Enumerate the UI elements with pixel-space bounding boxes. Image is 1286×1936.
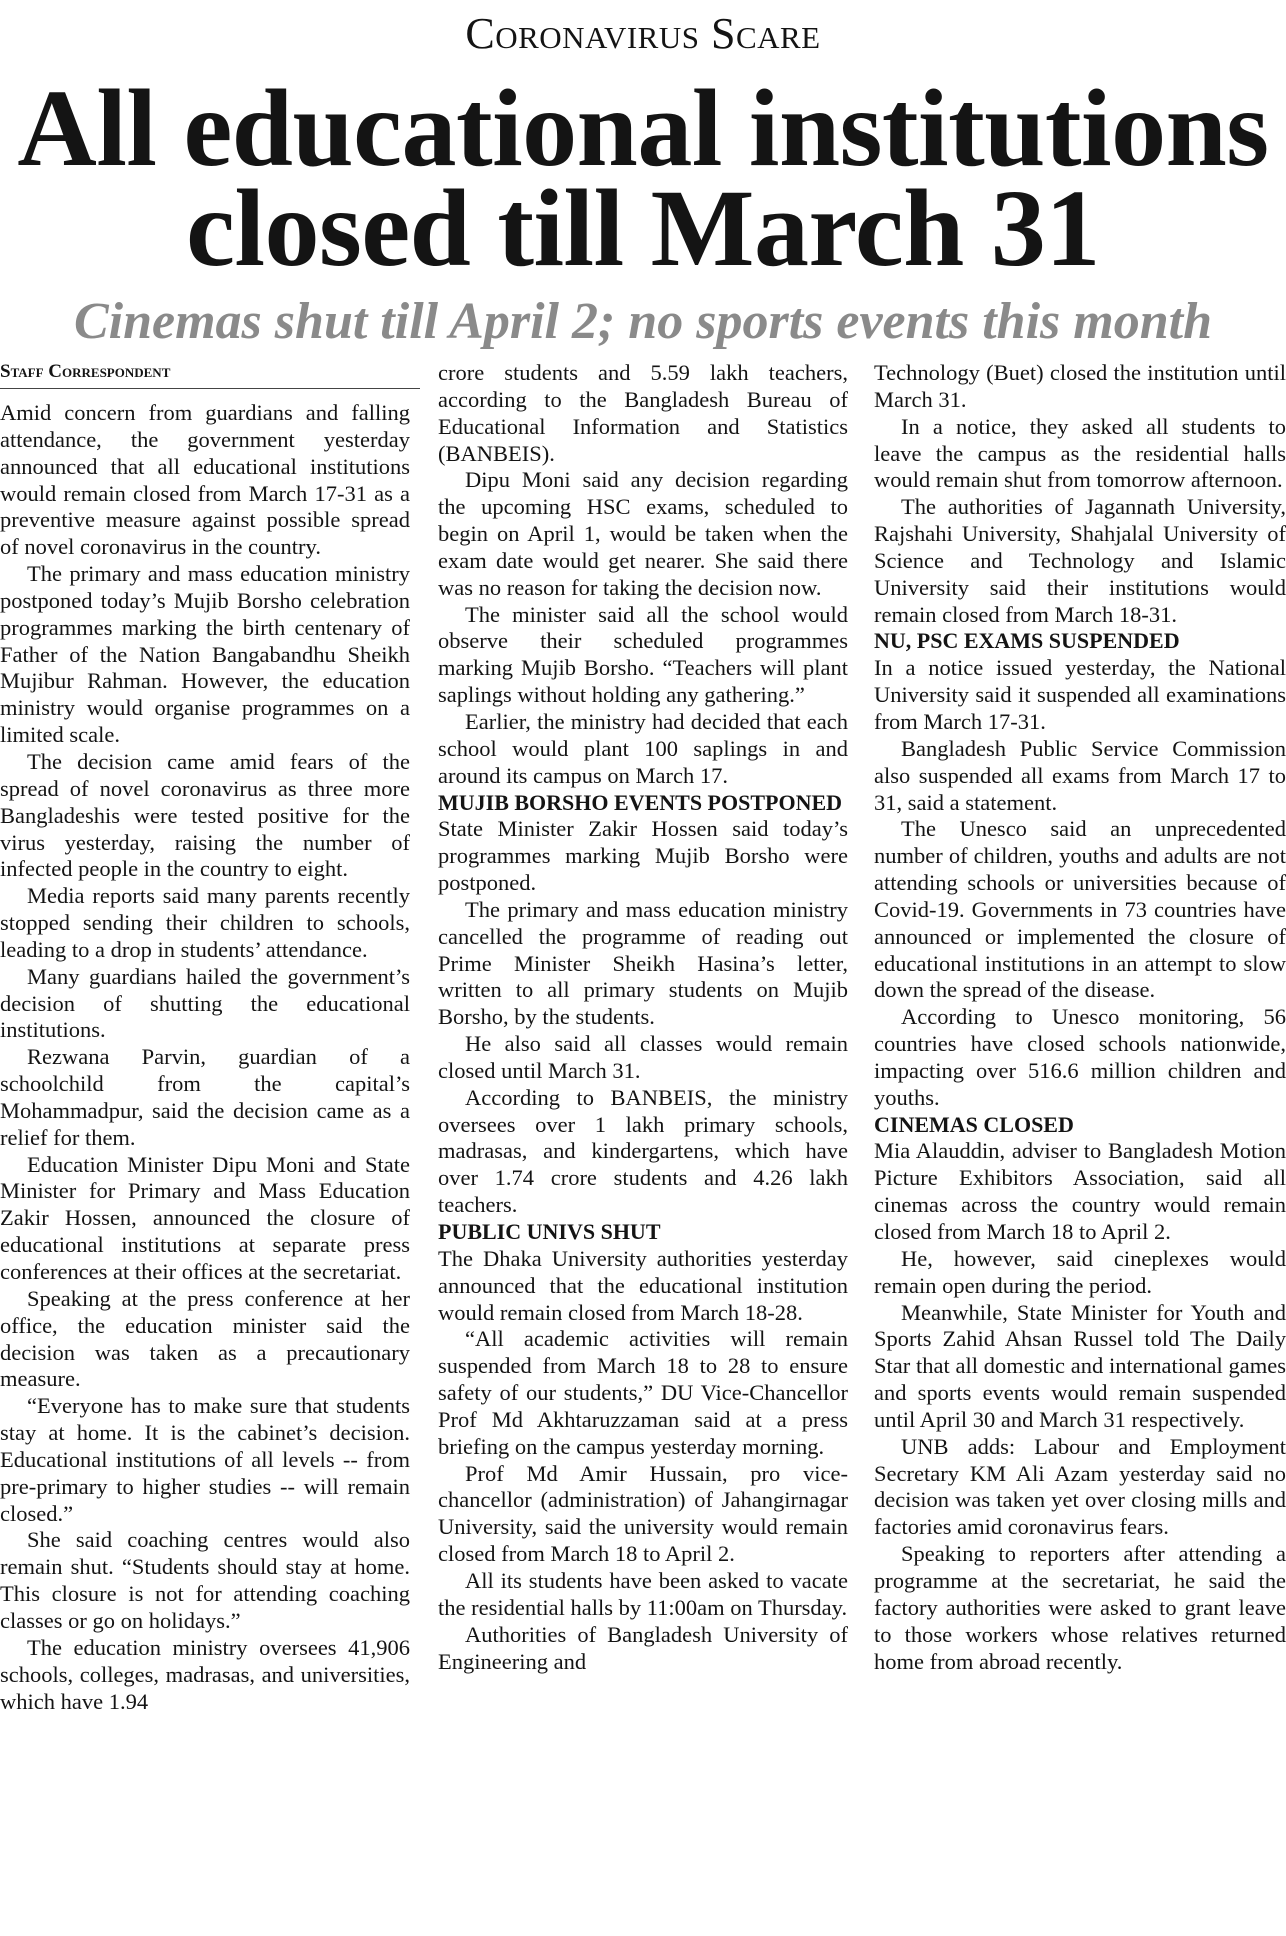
paragraph: Meanwhile, State Minister for Youth and Sports Zahid Ahsan Russel told The Daily Star that all domestic and international games and sports events would remain suspended until April 30 and March 31 respectively. (874, 1299, 1286, 1432)
byline: Staff Correspondent (0, 360, 420, 389)
paragraph: Earlier, the ministry had decided that each school would plant 100 saplings in and around its campus on March 17. (438, 708, 848, 788)
subhead: Cinemas shut till April 2; no sports events this month (73, 293, 1213, 350)
section-heading: NU, PSC EXAMS SUSPENDED (874, 628, 1180, 654)
paragraph: The primary and mass education ministry cancelled the programme of reading out Prime Minister Sheikh Hasina’s letter, written to all primary students on Mujib Borsho, by the students. (438, 896, 848, 1030)
paragraph: Education Minister Dipu Moni and State Minister for Primary and Mass Education Zakir Hossen, announced the closure of educational institutions at separate press conferences at their offices at the secretariat. (0, 1151, 410, 1284)
paragraph: Media reports said many parents recently stopped sending their children to schools, leading to a drop in students’ attendance. (0, 883, 410, 962)
paragraph: Many guardians hailed the government’s decision of shutting the educational institutions. (0, 963, 410, 1043)
paragraph: He, however, said cineplexes would remain open during the period. (874, 1245, 1286, 1298)
paragraph: “Everyone has to make sure that students stay at home. It is the cabinet’s decision. Educational institutions of all levels -- from pre-primary to higher studies -- will remain closed.” (0, 1393, 410, 1526)
paragraph: He also said all classes would remain closed until March 31. (438, 1031, 848, 1083)
paragraph: Speaking at the press conference at her office, the education minister said the decision was taken as a precautionary measure. (0, 1285, 410, 1392)
paragraph: Mia Alauddin, adviser to Bangladesh Motion Picture Exhibitors Association, said all cinemas across the country would remain closed from March 18 to April 2. (874, 1138, 1286, 1244)
paragraph: crore students and 5.59 lakh teachers, according to the Bangladesh Bureau of Educational Information and Statistics (BANBEIS). (438, 360, 848, 466)
paragraph: The education ministry oversees 41,906 schools, colleges, madrasas, and universities, which have 1.94 (0, 1634, 410, 1714)
paragraph: Speaking to reporters after attending a programme at the secretariat, he said the factory authorities were asked to grant leave to those workers whose relatives returned home from abroad recently. (874, 1541, 1286, 1674)
paragraph: The Unesco said an unprecedented number of children, youths and adults are not attending schools or universities because of Covid-19. Governments in 73 countries have announced or implemented the closure of educational institutions in an attempt to slow down the spread of the disease. (874, 816, 1286, 1003)
paragraph: Technology (Buet) closed the institution until March 31. (874, 360, 1286, 412)
paragraph: Rezwana Parvin, guardian of a schoolchild from the capital’s Mohammadpur, said the decision came as a relief for them. (0, 1044, 410, 1150)
paragraph: Prof Md Amir Hussain, pro vice-chancellor (administration) of Jahangirnagar University, said the university would remain closed from March 18 to April 2. (438, 1460, 848, 1567)
paragraph: Amid concern from guardians and falling attendance, the government yesterday announced that all educational institutions would remain closed from March 17-31 as a preventive measure against possible spread of novel coronavirus in the country. (0, 400, 410, 560)
paragraph: Authorities of Bangladesh University of Engineering and (438, 1621, 848, 1674)
paragraph: The authorities of Jagannath University, Rajshahi University, Shahjalal University of Science and Technology and Islamic University said their institutions would remain closed from March 18-31. (874, 494, 1286, 627)
paragraph: The primary and mass education ministry postponed today’s Mujib Borsho celebration programmes marking the birth centenary of Father of the Nation Bangabandhu Sheikh Mujibur Rahman. However, the education ministry would organise programmes on a limited scale. (0, 561, 410, 748)
paragraph: According to BANBEIS, the ministry oversees over 1 lakh primary schools, madrasas, and kindergartens, which have over 1.74 crore students and 4.26 lakh teachers. (438, 1084, 848, 1218)
paragraph: All its students have been asked to vacate the residential halls by 11:00am on Thursday. (438, 1567, 848, 1620)
paragraph: UNB adds: Labour and Employment Secretary KM Ali Azam yesterday said no decision was taken yet over closing mills and factories amid coronavirus fears. (874, 1433, 1286, 1540)
section-heading: MUJIB BORSHO EVENTS POSTPONED (438, 789, 843, 815)
paragraph: The minister said all the school would observe their scheduled programmes marking Mujib Borsho. “Teachers will plant saplings without holding any gathering.” (438, 601, 848, 708)
paragraph: The decision came amid fears of the spread of novel coronavirus as three more Bangladeshis were tested positive for the virus yesterday, raising the number of infected people in the country to eight. (0, 748, 410, 882)
headline: All educational institutions closed till March 31 (17, 67, 1269, 289)
paragraph: She said coaching centres would also remain shut. “Students should stay at home. This closure is not for attending coaching classes or go on holidays.” (0, 1527, 410, 1633)
kicker: Coronavirus Scare (465, 9, 821, 58)
paragraph: Dipu Moni said any decision regarding the upcoming HSC exams, scheduled to begin on April 1, would be taken when the exam date would get nearer. She said there was no reason for taking the decision now. (438, 467, 848, 600)
paragraph: The Dhaka University authorities yesterday announced that the educational institution would remain closed from March 18-28. (438, 1245, 848, 1325)
column-2 (438, 360, 848, 1675)
column-3 (874, 360, 1286, 1675)
paragraph: “All academic activities will remain suspended from March 18 to 28 to ensure safety of our students,” DU Vice-Chancellor Prof Md Akhtaruzzaman said at a press briefing on the campus yesterday morning. (438, 1326, 848, 1459)
paragraph: In a notice issued yesterday, the National University said it suspended all examinations from March 17-31. (874, 655, 1286, 734)
paragraph: In a notice, they asked all students to leave the campus as the residential halls would remain shut from tomorrow afternoon. (874, 413, 1286, 493)
column-1 (0, 400, 410, 1715)
paragraph: State Minister Zakir Hossen said today’s programmes marking Mujib Borsho were postponed. (438, 816, 848, 896)
section-heading: CINEMAS CLOSED (874, 1111, 1074, 1137)
paragraph: Bangladesh Public Service Commission also suspended all exams from March 17 to 31, said a statement. (874, 735, 1286, 815)
section-heading: PUBLIC UNIVS SHUT (438, 1219, 661, 1244)
paragraph: According to Unesco monitoring, 56 countries have closed schools nationwide, impacting over 516.6 million children and youths. (874, 1004, 1286, 1110)
